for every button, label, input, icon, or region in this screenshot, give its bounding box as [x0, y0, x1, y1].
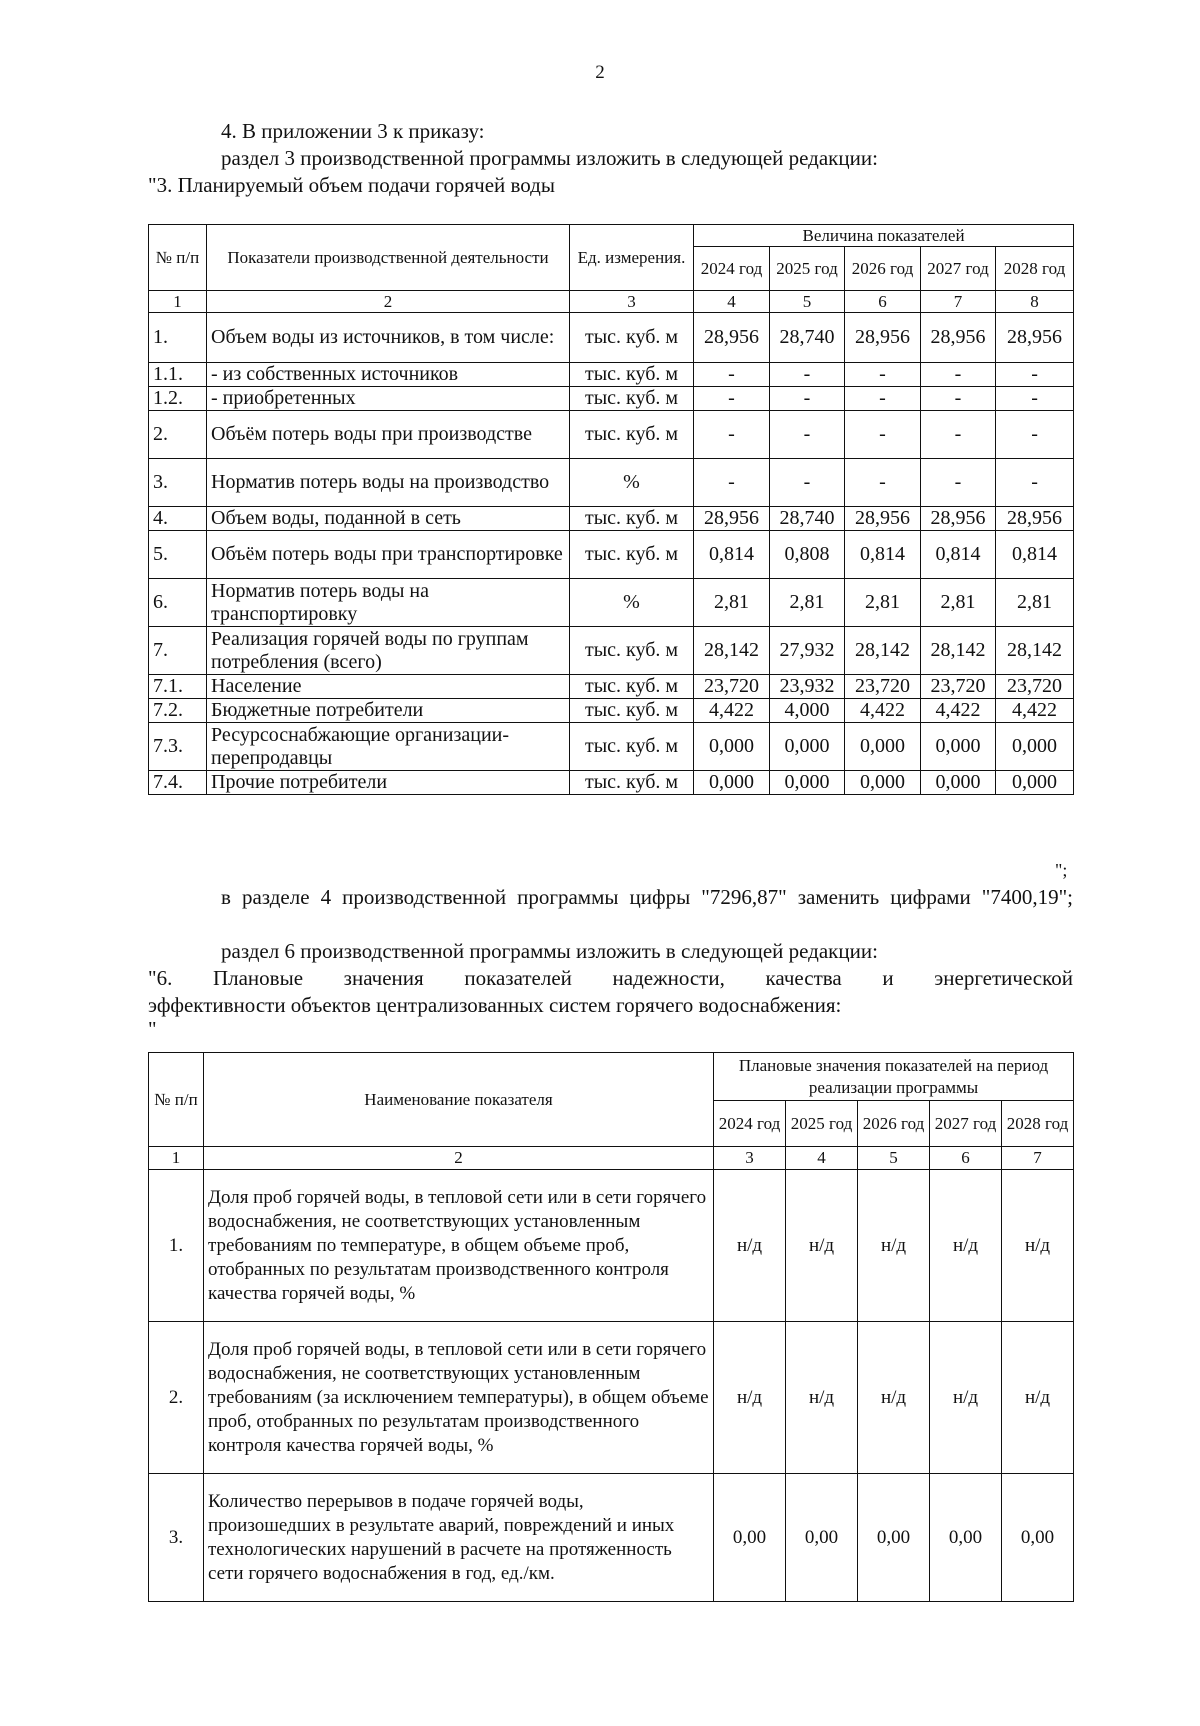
- production-table: [148, 224, 1074, 795]
- t2-row-value: н/д: [786, 1170, 858, 1322]
- row-value: -: [770, 459, 845, 507]
- row-value: 28,956: [996, 507, 1074, 531]
- row-value: 28,142: [996, 627, 1074, 675]
- t2-column-index-cell: 4: [786, 1147, 858, 1170]
- row-value: -: [921, 411, 996, 459]
- row-value: -: [921, 459, 996, 507]
- table-row: [149, 627, 1074, 675]
- t2-column-index-cell: 1: [149, 1147, 204, 1170]
- section-6-intro: раздел 6 производственной программы изложить в следующей редакции:: [221, 939, 878, 963]
- col-header-num: № п/п: [149, 225, 207, 291]
- row-unit: тыс. куб. м: [570, 723, 694, 771]
- intro-line-1: 4. В приложении 3 к приказу:: [221, 119, 485, 143]
- row-value: -: [694, 411, 770, 459]
- t2-table-row: [149, 1474, 1074, 1602]
- t2-row-value: н/д: [1002, 1322, 1074, 1474]
- row-value: 0,000: [996, 771, 1074, 795]
- t2-row-indicator-name: Доля проб горячей воды, в тепловой сети или в сети горячего водоснабжения, не соответствующих установленным требованиям по температуре, в общем объеме проб, отобранных по результатам производственного контроля качества горячей воды, %: [204, 1170, 714, 1322]
- row-value: 28,740: [770, 313, 845, 363]
- row-value: -: [996, 411, 1074, 459]
- t2-row-value: 0,00: [930, 1474, 1002, 1602]
- row-unit: тыс. куб. м: [570, 699, 694, 723]
- row-value: 23,720: [921, 675, 996, 699]
- table-row: [149, 363, 1074, 387]
- row-value: -: [770, 411, 845, 459]
- table-1-closing-mark: ";: [1055, 860, 1068, 880]
- table-row: [149, 723, 1074, 771]
- row-value: -: [845, 459, 921, 507]
- row-value: 0,000: [694, 771, 770, 795]
- t2-row-number: 1.: [149, 1170, 204, 1322]
- row-unit: тыс. куб. м: [570, 627, 694, 675]
- section-6-title-line-1: "6. Плановые значения показателей надежности, качества и энергетической: [148, 966, 1073, 990]
- row-indicator-name: - из собственных источников: [207, 363, 570, 387]
- col-header-year: 2024 год: [694, 247, 770, 291]
- t2-column-index-cell: 3: [714, 1147, 786, 1170]
- row-number: 5.: [149, 531, 207, 579]
- row-value: 0,000: [770, 723, 845, 771]
- row-indicator-name: Бюджетные потребители: [207, 699, 570, 723]
- row-value: 4,422: [996, 699, 1074, 723]
- row-unit: тыс. куб. м: [570, 313, 694, 363]
- column-index-cell: 8: [996, 291, 1074, 313]
- column-index-cell: 1: [149, 291, 207, 313]
- t2-row-value: н/д: [1002, 1170, 1074, 1322]
- row-value: 4,422: [921, 699, 996, 723]
- row-value: 23,720: [845, 675, 921, 699]
- column-index-cell: 2: [207, 291, 570, 313]
- row-value: -: [770, 363, 845, 387]
- row-number: 2.: [149, 411, 207, 459]
- row-value: 4,422: [694, 699, 770, 723]
- t2-row-value: н/д: [714, 1170, 786, 1322]
- row-indicator-name: Объём потерь воды при производстве: [207, 411, 570, 459]
- t2-col-header-year: 2024 год: [714, 1101, 786, 1147]
- row-unit: тыс. куб. м: [570, 411, 694, 459]
- t2-table-row: [149, 1322, 1074, 1474]
- row-unit: тыс. куб. м: [570, 387, 694, 411]
- t2-table-row: [149, 1170, 1074, 1322]
- row-value: -: [845, 387, 921, 411]
- row-indicator-name: Реализация горячей воды по группам потребления (всего): [207, 627, 570, 675]
- t2-col-header-name: Наименование показателя: [204, 1053, 714, 1147]
- row-value: 0,000: [694, 723, 770, 771]
- row-indicator-name: Объём потерь воды при транспортировке: [207, 531, 570, 579]
- column-index-cell: 6: [845, 291, 921, 313]
- row-number: 7.3.: [149, 723, 207, 771]
- row-value: 0,000: [845, 723, 921, 771]
- row-value: 28,956: [694, 313, 770, 363]
- row-value: 28,142: [845, 627, 921, 675]
- row-value: 23,720: [694, 675, 770, 699]
- intro-line-2: раздел 3 производственной программы изложить в следующей редакции:: [221, 146, 878, 170]
- column-index-cell: 4: [694, 291, 770, 313]
- t2-row-value: н/д: [714, 1322, 786, 1474]
- t2-row-number: 2.: [149, 1322, 204, 1474]
- t2-row-value: н/д: [930, 1322, 1002, 1474]
- row-value: 23,720: [996, 675, 1074, 699]
- row-indicator-name: Прочие потребители: [207, 771, 570, 795]
- t2-col-header-num: № п/п: [149, 1053, 204, 1147]
- row-indicator-name: Население: [207, 675, 570, 699]
- t2-col-header-values-group: Плановые значения показателей на период реализации программы: [714, 1053, 1074, 1101]
- row-number: 1.1.: [149, 363, 207, 387]
- t2-row-number: 3.: [149, 1474, 204, 1602]
- t2-col-header-year: 2026 год: [858, 1101, 930, 1147]
- column-index-cell: 7: [921, 291, 996, 313]
- t2-col-header-year: 2025 год: [786, 1101, 858, 1147]
- table-row: [149, 771, 1074, 795]
- section-4-amendment-line-1: в разделе 4 производственной программы цифры "7296,87" заменить цифрами "7400,19";: [221, 885, 1073, 909]
- table-row: [149, 699, 1074, 723]
- row-indicator-name: - приобретенных: [207, 387, 570, 411]
- col-header-year: 2025 год: [770, 247, 845, 291]
- row-value: 23,932: [770, 675, 845, 699]
- row-unit: тыс. куб. м: [570, 675, 694, 699]
- row-value: 0,000: [845, 771, 921, 795]
- row-value: 28,740: [770, 507, 845, 531]
- t2-row-indicator-name: Количество перерывов в подаче горячей воды, произошедших в результате аварий, повреждений и иных технологических нарушений в расчете на протяженность сети горячего водоснабжения в год, ед./км.: [204, 1474, 714, 1602]
- t2-column-index-cell: 7: [1002, 1147, 1074, 1170]
- row-indicator-name: Норматив потерь воды на производство: [207, 459, 570, 507]
- section-6-title-line-2: эффективности объектов централизованных систем горячего водоснабжения:: [148, 993, 842, 1017]
- t2-row-value: н/д: [930, 1170, 1002, 1322]
- row-number: 7.1.: [149, 675, 207, 699]
- table-row: [149, 387, 1074, 411]
- t2-row-value: 0,00: [786, 1474, 858, 1602]
- row-value: 28,956: [845, 507, 921, 531]
- row-value: 4,000: [770, 699, 845, 723]
- table-row: [149, 411, 1074, 459]
- row-number: 3.: [149, 459, 207, 507]
- section-3-title: "3. Планируемый объем подачи горячей воды: [148, 173, 555, 197]
- row-value: -: [694, 387, 770, 411]
- col-header-year: 2028 год: [996, 247, 1074, 291]
- row-value: 2,81: [694, 579, 770, 627]
- column-index-cell: 3: [570, 291, 694, 313]
- table-row: [149, 579, 1074, 627]
- row-value: 2,81: [996, 579, 1074, 627]
- row-value: 28,956: [921, 313, 996, 363]
- row-value: 0,000: [921, 723, 996, 771]
- row-indicator-name: Объем воды из источников, в том числе:: [207, 313, 570, 363]
- row-value: 28,956: [921, 507, 996, 531]
- row-value: 4,422: [845, 699, 921, 723]
- row-unit: тыс. куб. м: [570, 771, 694, 795]
- t2-row-value: 0,00: [858, 1474, 930, 1602]
- row-value: 28,956: [845, 313, 921, 363]
- row-value: -: [845, 363, 921, 387]
- row-unit: %: [570, 459, 694, 507]
- t2-column-index-cell: 6: [930, 1147, 1002, 1170]
- table-row: [149, 507, 1074, 531]
- row-indicator-name: Норматив потерь воды на транспортировку: [207, 579, 570, 627]
- row-value: 28,956: [694, 507, 770, 531]
- table-row: [149, 459, 1074, 507]
- t2-row-indicator-name: Доля проб горячей воды, в тепловой сети или в сети горячего водоснабжения, не соответствующих установленным требованиям (за исключением температуры), в общем объеме проб, отобранных по результатам производственного контроля качества горячей воды, %: [204, 1322, 714, 1474]
- row-value: 28,956: [996, 313, 1074, 363]
- row-value: 0,000: [770, 771, 845, 795]
- row-value: -: [770, 387, 845, 411]
- t2-column-index-cell: 2: [204, 1147, 714, 1170]
- row-value: -: [996, 363, 1074, 387]
- reliability-table: [148, 1052, 1074, 1602]
- row-value: 28,142: [694, 627, 770, 675]
- col-header-values-group: Величина показателей: [694, 225, 1074, 247]
- row-indicator-name: Ресурсоснабжающие организации-перепродавцы: [207, 723, 570, 771]
- row-value: 0,808: [770, 531, 845, 579]
- t2-row-value: 0,00: [1002, 1474, 1074, 1602]
- page-number: 2: [595, 62, 605, 83]
- row-value: -: [921, 387, 996, 411]
- row-number: 7.2.: [149, 699, 207, 723]
- row-value: 28,142: [921, 627, 996, 675]
- row-unit: тыс. куб. м: [570, 531, 694, 579]
- row-value: 2,81: [770, 579, 845, 627]
- table-row: [149, 313, 1074, 363]
- row-value: -: [694, 459, 770, 507]
- row-number: 7.4.: [149, 771, 207, 795]
- col-header-year: 2027 год: [921, 247, 996, 291]
- row-unit: %: [570, 579, 694, 627]
- row-value: 0,814: [996, 531, 1074, 579]
- column-index-cell: 5: [770, 291, 845, 313]
- row-value: -: [921, 363, 996, 387]
- row-indicator-name: Объем воды, поданной в сеть: [207, 507, 570, 531]
- table-row: [149, 675, 1074, 699]
- row-value: 2,81: [921, 579, 996, 627]
- t2-row-value: н/д: [786, 1322, 858, 1474]
- row-value: -: [845, 411, 921, 459]
- row-number: 7.: [149, 627, 207, 675]
- col-header-unit: Ед. измерения.: [570, 225, 694, 291]
- row-value: 0,814: [845, 531, 921, 579]
- row-value: -: [996, 387, 1074, 411]
- t2-row-value: н/д: [858, 1170, 930, 1322]
- t2-row-value: н/д: [858, 1322, 930, 1474]
- section-6-quote: ": [148, 1017, 157, 1041]
- row-value: 0,814: [694, 531, 770, 579]
- row-value: -: [996, 459, 1074, 507]
- row-value: 27,932: [770, 627, 845, 675]
- t2-col-header-year: 2028 год: [1002, 1101, 1074, 1147]
- col-header-indicator: Показатели производственной деятельности: [207, 225, 570, 291]
- row-number: 4.: [149, 507, 207, 531]
- t2-column-index-cell: 5: [858, 1147, 930, 1170]
- row-number: 6.: [149, 579, 207, 627]
- row-number: 1.: [149, 313, 207, 363]
- row-value: 0,000: [921, 771, 996, 795]
- t2-col-header-year: 2027 год: [930, 1101, 1002, 1147]
- row-value: 0,000: [996, 723, 1074, 771]
- row-value: -: [694, 363, 770, 387]
- table-row: [149, 531, 1074, 579]
- row-unit: тыс. куб. м: [570, 363, 694, 387]
- row-value: 2,81: [845, 579, 921, 627]
- row-unit: тыс. куб. м: [570, 507, 694, 531]
- t2-row-value: 0,00: [714, 1474, 786, 1602]
- col-header-year: 2026 год: [845, 247, 921, 291]
- row-value: 0,814: [921, 531, 996, 579]
- row-number: 1.2.: [149, 387, 207, 411]
